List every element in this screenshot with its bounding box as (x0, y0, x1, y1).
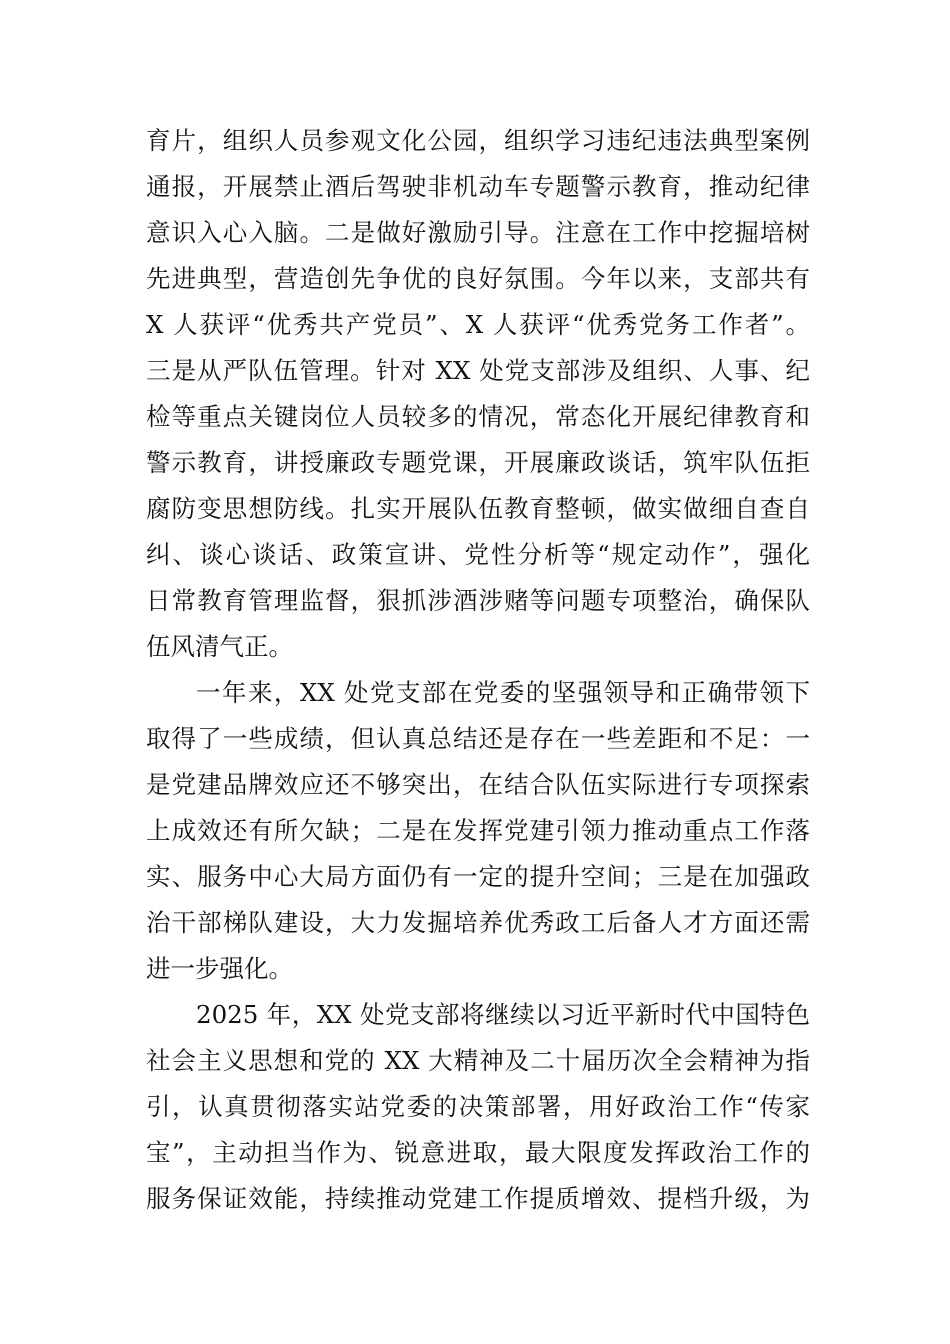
text-line: 检等重点关键岗位人员较多的情况，常态化开展纪律教育和 (146, 402, 810, 431)
text-line: 意识入心入脑。二是做好激励引导。注意在工作中挖掘培树 (146, 218, 810, 247)
body-text (146, 118, 810, 1222)
text-line: 社会主义思想和党的 XX 大精神及二十届历次全会精神为指 (146, 1046, 810, 1075)
text-line: 实、服务中心大局方面仍有一定的提升空间；三是在加强政 (146, 862, 810, 891)
text-line: 治干部梯队建设，大力发掘培养优秀政工后备人才方面还需 (146, 908, 810, 937)
text-line: 腐防变思想防线。扎实开展队伍教育整顿，做实做细自查自 (146, 494, 810, 523)
text-line: 一年来，XX 处党支部在党委的坚强领导和正确带领下 (196, 678, 810, 707)
text-line: 通报，开展禁止酒后驾驶非机动车专题警示教育，推动纪律 (146, 172, 810, 201)
text-line: 伍风清气正。 (146, 632, 293, 661)
text-line: 警示教育，讲授廉政专题党课，开展廉政谈话，筑牢队伍拒 (146, 448, 810, 477)
paragraph-discipline (146, 118, 810, 670)
text-line: 进一步强化。 (146, 954, 293, 983)
text-line: 三是从严队伍管理。针对 XX 处党支部涉及组织、人事、纪 (146, 356, 810, 385)
text-line: 引，认真贯彻落实站党委的决策部署，用好政治工作“传家 (146, 1092, 810, 1121)
text-line: 日常教育管理监督，狠抓涉酒涉赌等问题专项整治，确保队 (146, 586, 810, 615)
text-line: 是党建品牌效应还不够突出，在结合队伍实际进行专项探索 (146, 770, 810, 799)
text-line: 上成效还有所欠缺；二是在发挥党建引领力推动重点工作落 (146, 816, 810, 845)
text-line: X 人获评“优秀共产党员”、X 人获评“优秀党务工作者”。 (146, 310, 810, 339)
text-line: 育片，组织人员参观文化公园，组织学习违纪违法典型案例 (146, 126, 810, 155)
text-line: 取得了一些成绩，但认真总结还是存在一些差距和不足：一 (146, 724, 810, 753)
text-line: 服务保证效能，持续推动党建工作提质增效、提档升级，为 (146, 1184, 810, 1213)
paragraph-shortcomings (146, 670, 810, 992)
text-line: 先进典型，营造创先争优的良好氛围。今年以来，支部共有 (146, 264, 810, 293)
text-line: 宝”，主动担当作为、锐意进取，最大限度发挥政治工作的 (146, 1138, 810, 1167)
text-line: 2025 年，XX 处党支部将继续以习近平新时代中国特色 (196, 1000, 810, 1029)
paragraph-plan-2025 (146, 992, 810, 1222)
text-line: 纠、谈心谈话、政策宣讲、党性分析等“规定动作”，强化 (146, 540, 810, 569)
